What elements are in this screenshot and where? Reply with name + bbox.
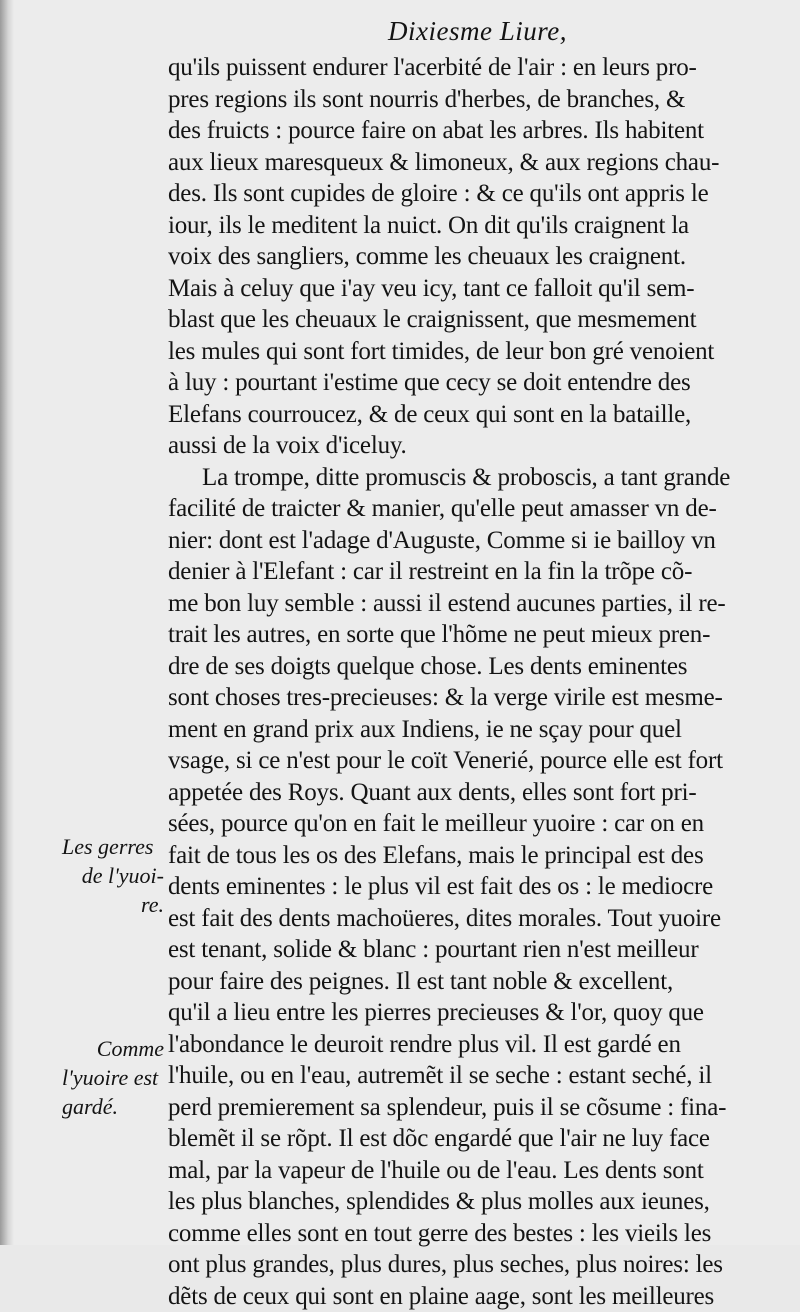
text-line: dre de ses doigts quelque chose. Les dents eminentes xyxy=(168,651,768,683)
running-head: Dixiesme Liure, xyxy=(388,16,567,47)
margin-note-line: de l'yuoi- xyxy=(62,861,164,890)
text-line: voix des sangliers, comme les cheuaux les craignent. xyxy=(168,241,768,273)
text-line: des. Ils sont cupides de gloire : & ce qu'ils ont appris le xyxy=(168,178,768,210)
text-line: vsage, si ce n'est pour le coït Venerié, pource elle est fort xyxy=(168,745,768,777)
text-line: pres regions ils sont nourris d'herbes, de branches, & xyxy=(168,84,768,116)
text-line: facilité de traicter & manier, qu'elle peut amasser vn de- xyxy=(168,493,768,525)
margin-note-line: Les gerres xyxy=(62,832,164,861)
paragraph-start-line: La trompe, ditte promuscis & proboscis, a tant grande xyxy=(168,462,768,494)
text-line: dents eminentes : le plus vil est fait des os : le mediocre xyxy=(168,871,768,903)
text-line: mal, par la vapeur de l'huile ou de l'eau. Les dents sont xyxy=(168,1155,768,1187)
text-line: Mais à celuy que i'ay veu icy, tant ce falloit qu'il sem- xyxy=(168,273,768,305)
text-line: aussi de la voix d'iceluy. xyxy=(168,430,768,462)
text-line: denier à l'Elefant : car il restreint en la fin la trõpe cõ- xyxy=(168,556,768,588)
text-line: blemẽt il se rõpt. Il est dõc engardé que l'air ne luy face xyxy=(168,1123,768,1155)
text-line: nier: dont est l'adage d'Auguste, Comme si ie bailloy vn xyxy=(168,525,768,557)
text-line: blast que les cheuaux le craignissent, que mesmement xyxy=(168,304,768,336)
text-line: perd premierement sa splendeur, puis il se cõsume : fina- xyxy=(168,1092,768,1124)
margin-note-line: Comme xyxy=(62,1034,164,1063)
margin-note-yuoire-garde xyxy=(62,1034,164,1121)
text-line: sées, pource qu'on en fait le meilleur yuoire : car on en xyxy=(168,808,768,840)
text-line: pour faire des peignes. Il est tant noble & excellent, xyxy=(168,966,768,998)
margin-note-line: l'yuoire est xyxy=(62,1063,164,1092)
text-line: aux lieux maresqueux & limoneux, & aux regions chau- xyxy=(168,147,768,179)
margin-note-gerres-yuoire xyxy=(62,832,164,919)
text-line: l'abondance le deuroit rendre plus vil. Il est gardé en xyxy=(168,1029,768,1061)
text-line: iour, ils le meditent la nuict. On dit qu'ils craignent la xyxy=(168,210,768,242)
text-line: appetée des Roys. Quant aux dents, elles sont fort pri- xyxy=(168,777,768,809)
text-line: est tenant, solide & blanc : pourtant rien n'est meilleur xyxy=(168,934,768,966)
text-line: les mules qui sont fort timides, de leur bon gré venoient xyxy=(168,336,768,368)
text-line: des fruicts : pource faire on abat les arbres. Ils habitent xyxy=(168,115,768,147)
text-line: l'huile, ou en l'eau, autremẽt il se seche : estant seché, il xyxy=(168,1060,768,1092)
text-line: fait de tous les os des Elefans, mais le principal est des xyxy=(168,840,768,872)
text-line: qu'il a lieu entre les pierres precieuses & l'or, quoy que xyxy=(168,997,768,1029)
margin-note-line: re. xyxy=(62,890,164,919)
text-line: sont choses tres-precieuses: & la verge virile est mesme- xyxy=(168,682,768,714)
text-line: dẽts de ceux qui sont en plaine aage, sont les meilleures xyxy=(168,1281,768,1312)
page-gutter-shadow xyxy=(0,0,14,1245)
text-line: me bon luy semble : aussi il estend aucunes parties, il re- xyxy=(168,588,768,620)
body-text xyxy=(168,52,768,1312)
text-line: les plus blanches, splendides & plus molles aux ieunes, xyxy=(168,1186,768,1218)
text-line: comme elles sont en tout gerre des bestes : les vieils les xyxy=(168,1218,768,1250)
text-line: est fait des dents machoüeres, dites morales. Tout yuoire xyxy=(168,903,768,935)
text-line: qu'ils puissent endurer l'acerbité de l'air : en leurs pro- xyxy=(168,52,768,84)
margin-note-line: gardé. xyxy=(62,1092,164,1121)
text-line: ment en grand prix aux Indiens, ie ne sçay pour quel xyxy=(168,714,768,746)
text-line: ont plus grandes, plus dures, plus seches, plus noires: les xyxy=(168,1249,768,1281)
text-line: trait les autres, en sorte que l'hõme ne peut mieux pren- xyxy=(168,619,768,651)
text-line: Elefans courroucez, & de ceux qui sont en la bataille, xyxy=(168,399,768,431)
text-line: à luy : pourtant i'estime que cecy se doit entendre des xyxy=(168,367,768,399)
